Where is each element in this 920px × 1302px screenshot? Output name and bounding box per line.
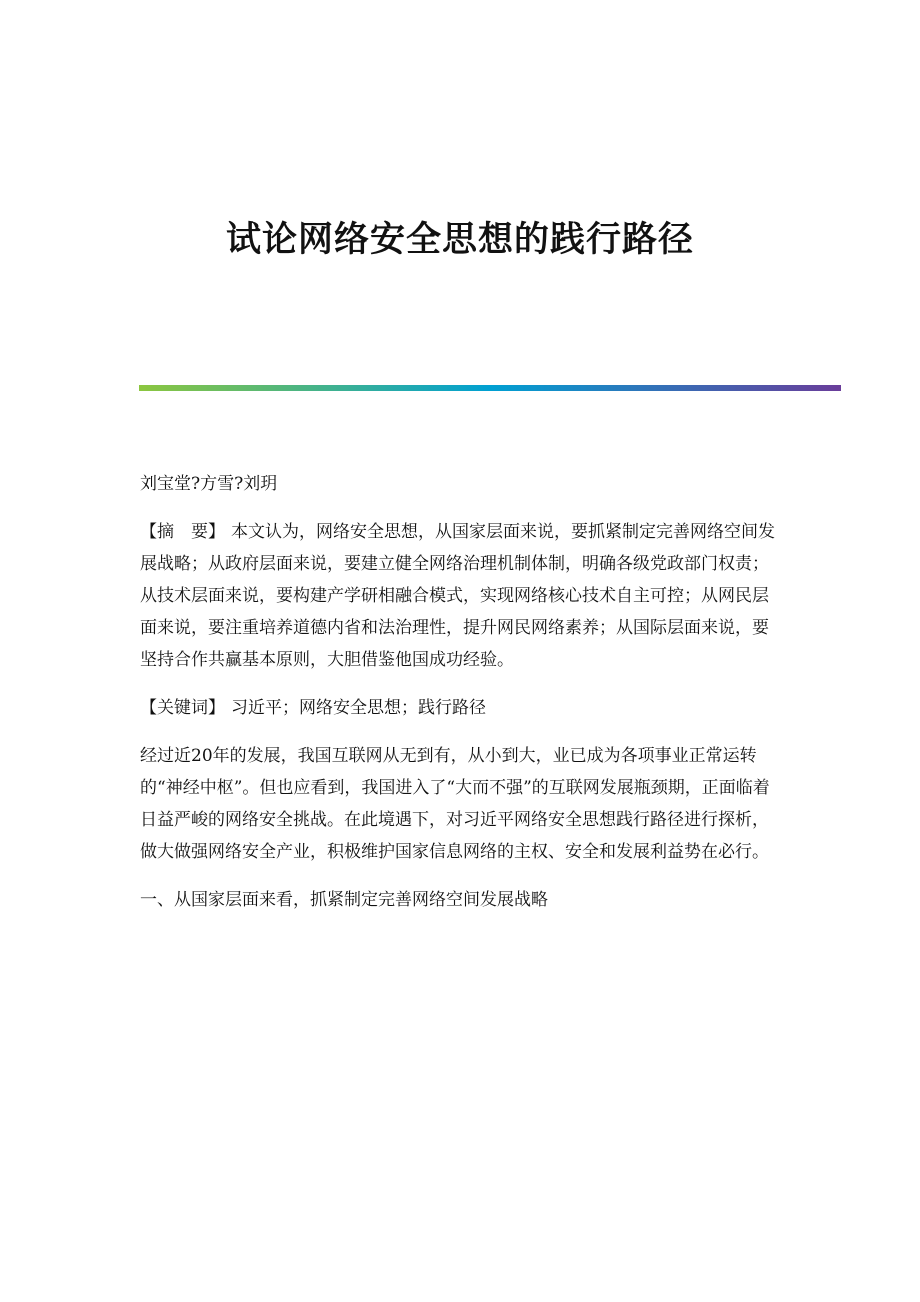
keywords-text: 习近平；网络安全思想；践行路径 bbox=[231, 698, 486, 718]
gradient-divider bbox=[139, 385, 841, 391]
document-title: 试论网络安全思想的践行路径 bbox=[225, 219, 694, 260]
section-heading: 一、从国家层面来看，抓紧制定完善网络空间发展战略 bbox=[140, 890, 548, 910]
abstract-text: 本文认为，网络安全思想，从国家层面来说，要抓紧制定完善网络空间发展战略；从政府层面来说，要建立健全网络治理机制体制，明确各级党政部门权责；从技术层面来说，要构建产学研相融合模式，实现网络核心技术自主可控；从网民层面来说，要注重培养道德内省和法治理性，提升网民网络素养；从国际层面来说，要坚持合作共赢基本原则，大胆借鉴他国成功经验。 bbox=[140, 522, 775, 670]
intro-paragraph: 经过近20年的发展，我国互联网从无到有，从小到大，业已成为各项事业正常运转的“神经中枢”。但也应看到，我国进入了“大而不强”的互联网发展瓶颈期，正面临着日益严峻的网络安全挑战。在此境遇下，对习近平网络安全思想践行路径进行探析，做大做强网络安全产业，积极维护国家信息网络的主权、安全和发展利益势在必行。 bbox=[140, 746, 770, 862]
document-body bbox=[140, 468, 780, 932]
keywords-label: 【关键词】 bbox=[140, 698, 225, 718]
author-line: 刘宝堂?方雪?刘玥 bbox=[140, 474, 278, 494]
abstract-label: 【摘 要】 bbox=[140, 522, 225, 542]
keywords-paragraph bbox=[140, 692, 780, 724]
abstract-paragraph bbox=[140, 516, 780, 676]
